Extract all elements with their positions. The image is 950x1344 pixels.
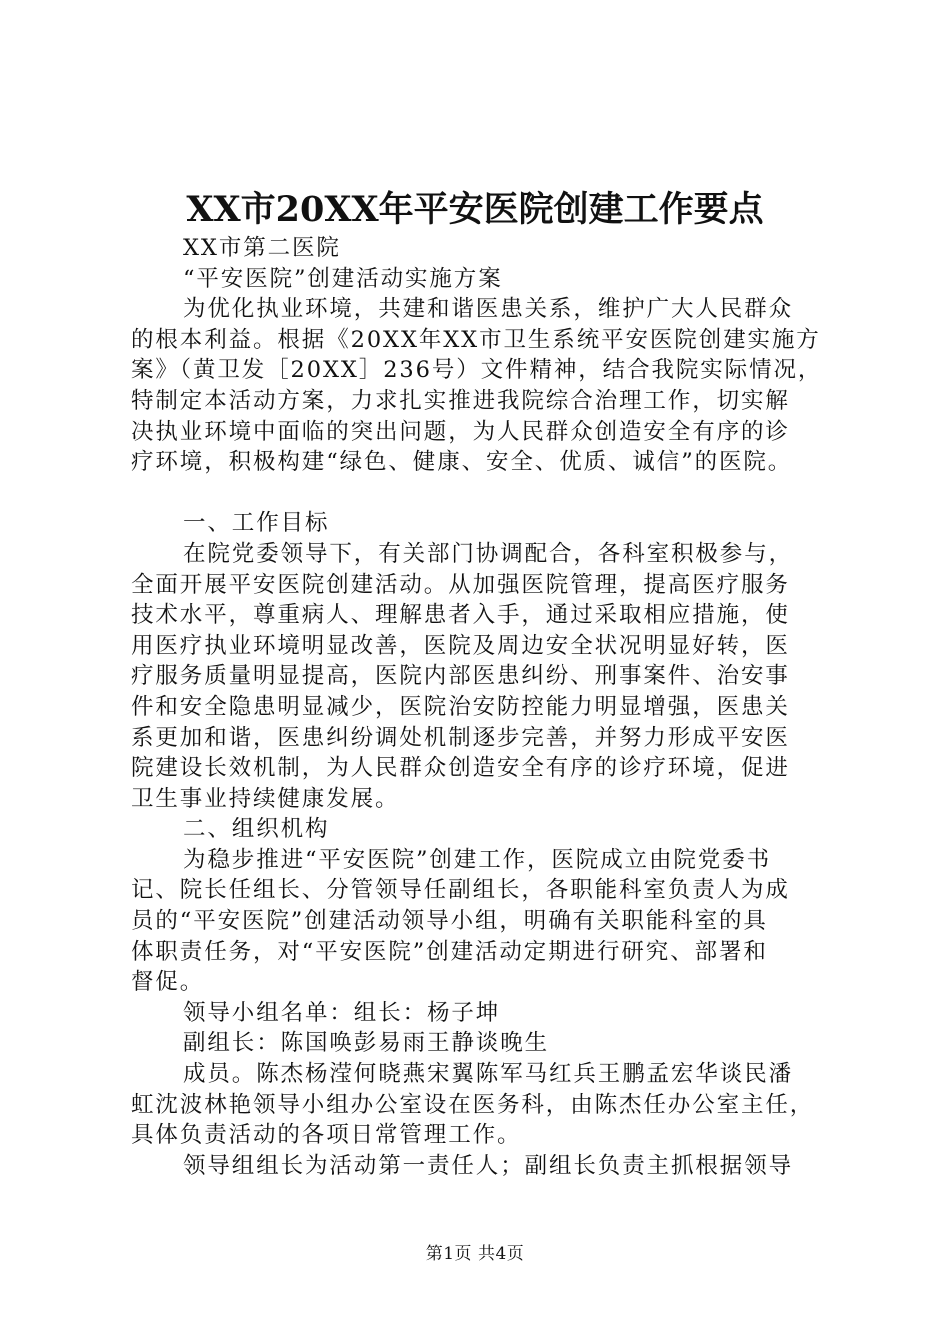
plan-title: “平安医院”创建活动实施方案	[183, 265, 503, 292]
page-footer: 第1页 共4页	[425, 1244, 525, 1264]
org-name: XX市第二医院	[183, 235, 341, 261]
text-line: 疗环境，积极构建“绿色、健康、安全、优质、诚信”的医院。	[131, 449, 793, 476]
text-line: 督促。	[131, 969, 205, 996]
text-line: 系更加和谐，医患纠纷调处机制逐步完善，并努力形成平安医	[131, 724, 790, 751]
text-line: 疗服务质量明显提高，医院内部医患纠纷、刑事案件、治安事	[131, 663, 790, 690]
organization-paragraph	[131, 845, 834, 998]
text-line: 记、院长任组长、分管领导任副组长，各职能科室负责人为成	[131, 877, 790, 904]
text-line: 全面开展平安医院创建活动。从加强医院管理，提高医疗服务	[131, 571, 790, 598]
text-line: 体职责任务，对“平安医院”创建活动定期进行研究、部署和	[131, 938, 768, 965]
section-heading-goals: 一、工作目标	[183, 510, 330, 537]
goals-paragraph	[131, 539, 834, 814]
text-line: 为优化执业环境，共建和谐医患关系，维护广大人民群众	[183, 296, 794, 323]
text-line: 案》（黄卫发［20XX］236号）文件精神，结合我院实际情况，	[131, 357, 823, 384]
paragraph-gap	[131, 478, 834, 509]
text-line: 在院党委领导下，有关部门协调配合，各科室积极参与，	[183, 540, 794, 567]
text-line: 的根本利益。根据《20XX年XX市卫生系统平安医院创建实施方	[131, 326, 821, 353]
text-line: 虹沈波林艳领导小组办公室设在医务科，由陈杰任办公室主任，	[131, 1091, 815, 1118]
text-line: 技术水平，尊重病人、理解患者入手，通过采取相应措施，使	[131, 602, 790, 629]
members-paragraph	[131, 1059, 834, 1151]
document-body	[131, 233, 834, 1181]
leader-line: 领导小组名单：组长：杨子坤	[183, 999, 501, 1026]
text-line: 院建设长效机制，为人民群众创造安全有序的诊疗环境，促进	[131, 755, 790, 782]
text-line: 成员。陈杰杨滢何晓燕宋翼陈军马红兵王鹏孟宏华谈民潘	[183, 1061, 794, 1088]
text-line: 具体负责活动的各项日常管理工作。	[131, 1122, 522, 1149]
text-line: 卫生事业持续健康发展。	[131, 785, 400, 812]
section-heading-organization: 二、组织机构	[183, 816, 330, 843]
last-line: 领导组组长为活动第一责任人；副组长负责主抓根据领导	[183, 1152, 794, 1179]
text-line: 特制定本活动方案，力求扎实推进我院综合治理工作，切实解	[131, 387, 790, 414]
text-line: 决执业环境中面临的突出问题，为人民群众创造安全有序的诊	[131, 418, 790, 445]
deputy-line: 副组长：陈国唤彭易雨王静谈晚生	[183, 1030, 550, 1057]
text-line: 为稳步推进“平安医院”创建工作，医院成立由院党委书	[183, 846, 772, 873]
text-line: 员的“平安医院”创建活动领导小组，明确有关职能科室的具	[131, 908, 768, 935]
intro-paragraph	[131, 294, 834, 478]
document-title: XX市20XX年平安医院创建工作要点	[186, 189, 764, 230]
text-line: 件和安全隐患明显减少，医院治安防控能力明显增强，医患关	[131, 693, 790, 720]
text-line: 用医疗执业环境明显改善，医院及周边安全状况明显好转，医	[131, 632, 790, 659]
